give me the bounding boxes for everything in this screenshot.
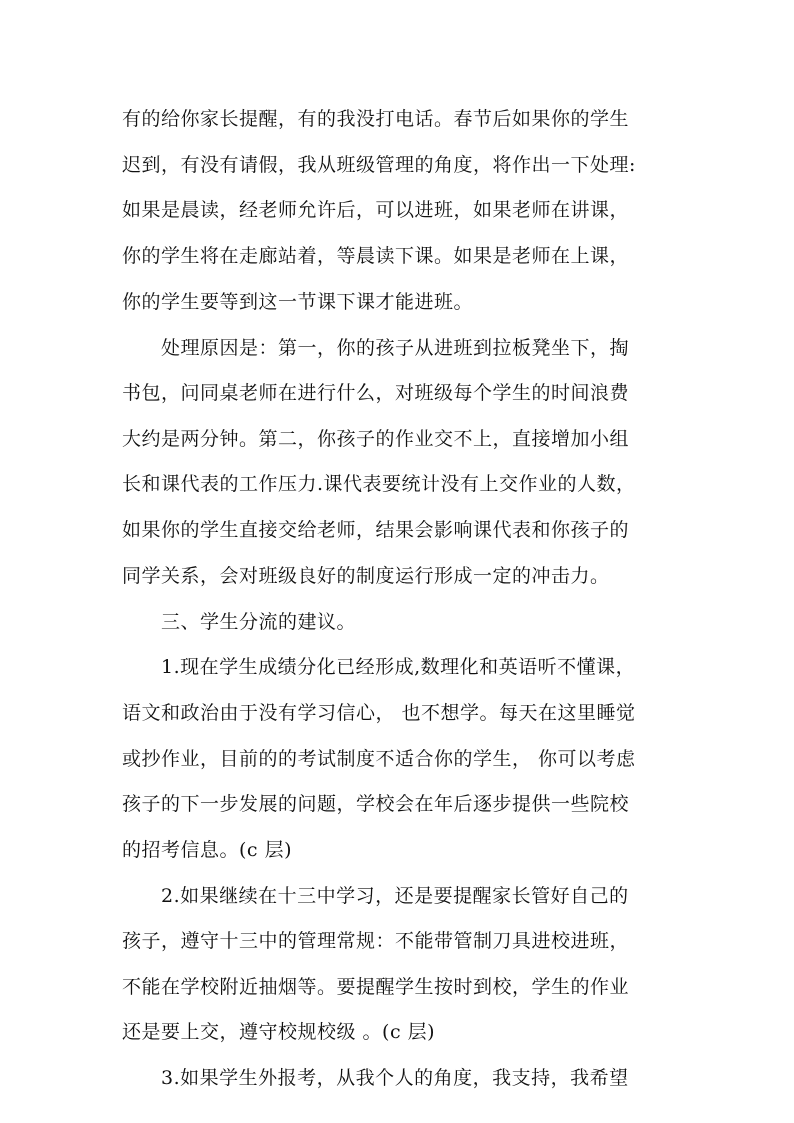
list-item-2-first-line: 2.如果继续在十三中学习，还是要提醒家长管好自己的 [161,885,629,907]
text-line: 迟到，有没有请假，我从班级管理的角度，将作出一下处理: [122,154,636,176]
text-line: 或抄作业，目前的的考试制度不适合你的学生， 你可以考虑 [122,748,636,770]
text-line: 你的学生要等到这一节课下课才能进班。 [122,291,474,313]
text-line: 的招考信息。(c 层) [122,839,293,861]
text-line: 书包，问同桌老师在进行什么，对班级每个学生的时间浪费 [122,382,630,404]
text-line: 孩子的下一步发展的问题，学校会在年后逐步提供一些院校 [122,793,630,815]
text-line: 还是要上交，遵守校规校级 。(c 层) [122,1021,436,1043]
text-line: 有的给你家长提醒，有的我没打电话。春节后如果你的学生 [122,108,630,130]
text-line: 大约是两分钟。第二，你孩子的作业交不上，直接增加小组 [122,428,630,450]
text-line: 不能在学校附近抽烟等。要提醒学生按时到校，学生的作业 [122,976,630,998]
section-heading: 三、学生分流的建议。 [161,611,357,633]
text-line: 孩子，遵守十三中的管理常规：不能带管制刀具进校进班， [122,930,630,952]
paragraph-first-line: 处理原因是：第一，你的孩子从进班到拉板凳坐下，掏 [161,337,630,359]
text-line: 如果是晨读，经老师允许后，可以进班，如果老师在讲课， [122,199,630,221]
list-item-3-first-line: 3.如果学生外报考，从我个人的角度，我支持，我希望 [161,1067,629,1089]
text-line: 同学关系，会对班级良好的制度运行形成一定的冲击力。 [122,565,610,587]
text-line: 如果你的学生直接交给老师，结果会影响课代表和你孩子的 [122,519,630,541]
text-line: 语文和政治由于没有学习信心， 也不想学。每天在这里睡觉 [122,702,636,724]
list-item-1-first-line: 1.现在学生成绩分化已经形成,数理化和英语听不懂课， [161,656,636,678]
text-line: 长和课代表的工作压力.课代表要统计没有上交作业的人数， [122,473,636,495]
text-line: 你的学生将在走廊站着，等晨读下课。如果是老师在上课， [122,245,630,267]
